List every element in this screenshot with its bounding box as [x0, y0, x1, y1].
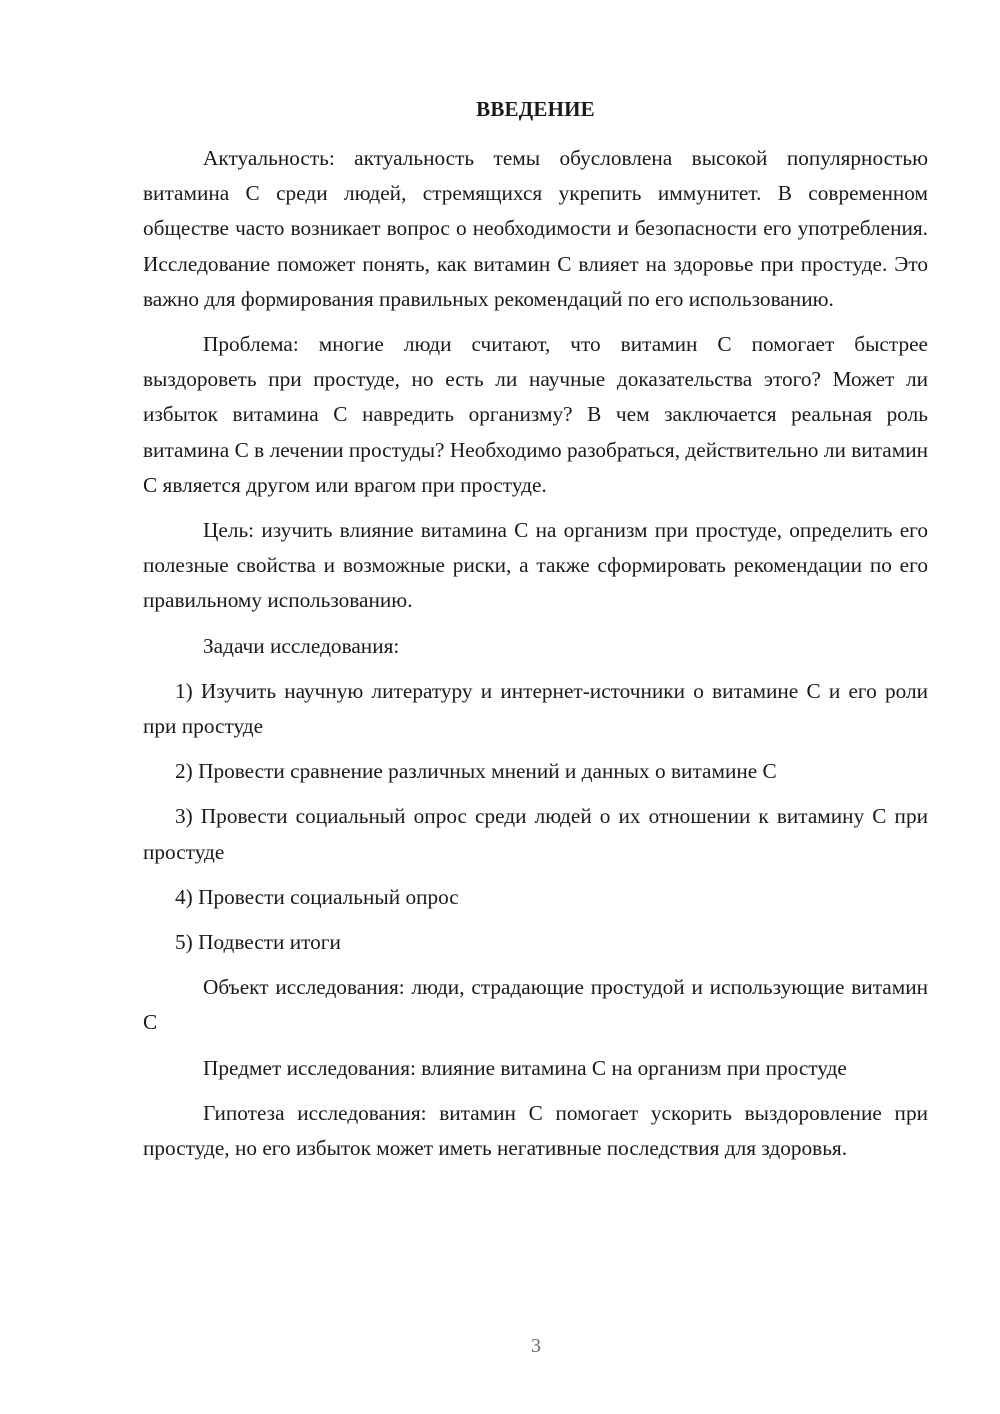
- document-page: [143, 92, 928, 1176]
- section-heading: ВВЕДЕНИЕ: [476, 97, 595, 121]
- task-item-5: 5) Подвести итоги: [175, 930, 341, 955]
- subject-paragraph: Предмет исследования: влияние витамина С на организм при простуде: [203, 1055, 847, 1080]
- task-item-1: 1) Изучить научную литературу и интернет-источники о витамине С и его роли при простуде: [143, 678, 928, 739]
- page-number: 3: [531, 1335, 541, 1357]
- object-paragraph: Объект исследования: люди, страдающие простудой и использующие витамин С: [143, 975, 928, 1035]
- hypothesis-paragraph: Гипотеза исследования: витамин С помогает ускорить выздоровление при простуде, но его избыток может иметь негативные последствия для здоровья.: [143, 1100, 928, 1161]
- relevance-paragraph: Актуальность: актуальность темы обусловлена высокой популярностью витамина С среди людей, стремящихся укрепить иммунитет. В современном обществе часто возникает вопрос о необходимости и безопасности его употребления. Исследование поможет понять, как витамин С влияет на здоровье при простуде. Это важно для формирования правильных рекомендаций по его использованию.: [143, 146, 928, 311]
- problem-paragraph: Проблема: многие люди считают, что витамин С помогает быстрее выздороветь при простуде, но есть ли научные доказательства этого? Может ли избыток витамина С навредить организму? В чем заключается реальная роль витамина С в лечении простуды? Необходимо разобраться, действительно ли витамин С является другом или врагом при простуде.: [143, 332, 928, 497]
- task-item-4: 4) Провести социальный опрос: [175, 884, 459, 909]
- tasks-title: Задачи исследования:: [203, 633, 400, 658]
- task-item-2: 2) Провести сравнение различных мнений и данных о витамине С: [175, 759, 777, 784]
- task-item-3: 3) Провести социальный опрос среди людей о их отношении к витамину С при простуде: [143, 804, 928, 864]
- goal-paragraph: Цель: изучить влияние витамина С на организм при простуде, определить его полезные свойства и возможные риски, а также сформировать рекомендации по его правильному использованию.: [143, 518, 928, 613]
